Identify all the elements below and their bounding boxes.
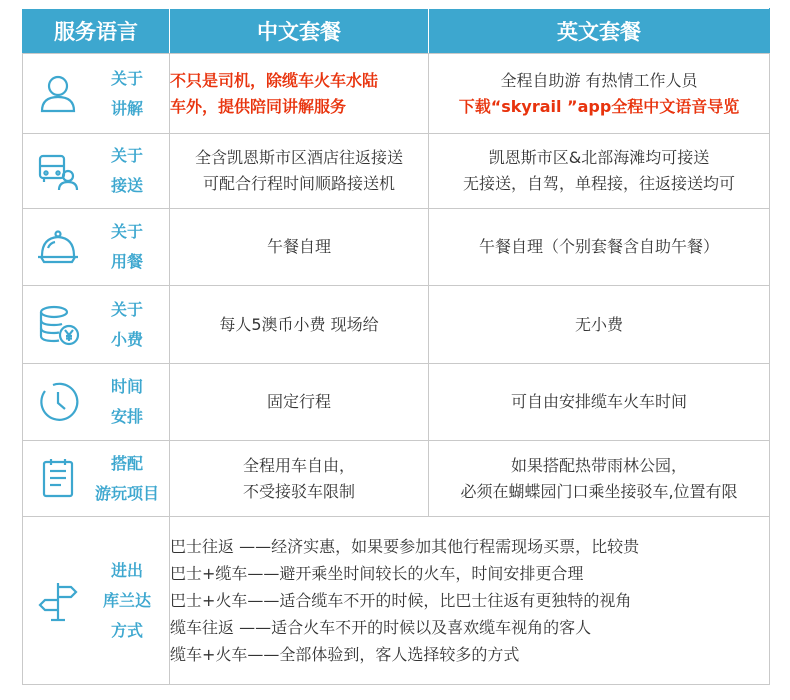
zh-line: 不受接驳车限制 [242, 481, 355, 501]
document-list-icon [35, 456, 81, 502]
en-line: 凯恩斯市区&北部海滩均可接送 [488, 148, 710, 167]
zh-line: 午餐自理 [266, 237, 331, 256]
transport-option: 缆车往返 ——适合火车不开的时候以及喜欢缆车视角的客人 [170, 618, 592, 637]
en-cell [429, 441, 770, 517]
transport-option: 巴士+火车——适合缆车不开的时候，比巴士往返有更独特的视角 [170, 591, 632, 610]
en-line: 午餐自理（个别套餐含自助午餐） [478, 237, 719, 256]
coins-yen-icon [35, 302, 81, 348]
bus-person-icon [35, 148, 81, 194]
en-line: 如果搭配热带雨林公园， [510, 455, 687, 475]
row-label-line2: 安排 [110, 407, 143, 426]
zh-line: 车外，提供陪同讲解服务 [170, 96, 347, 116]
zh-cell [170, 134, 429, 209]
zh-line: 固定行程 [266, 392, 331, 411]
transport-options-cell [170, 517, 770, 685]
row-meals [23, 209, 770, 286]
comparison-table [22, 8, 770, 685]
row-label [23, 517, 170, 685]
zh-line: 可配合行程时间顺路接送机 [202, 174, 395, 193]
en-line: 无小费 [574, 314, 623, 334]
row-label-line2: 游玩项目 [94, 483, 159, 503]
transport-option: 巴士+缆车——避开乘坐时间较长的火车，时间安排更合理 [170, 564, 584, 583]
row-label-line2: 用餐 [110, 252, 143, 271]
row-label-line2: 小费 [110, 329, 143, 349]
row-kuranda-transport [23, 517, 770, 685]
person-icon [35, 71, 81, 117]
row-label-line1: 关于 [110, 146, 143, 165]
row-label [23, 286, 170, 364]
row-schedule [23, 364, 770, 441]
food-cloche-icon [35, 224, 81, 270]
zh-line: 不只是司机，除缆车火车水陆 [170, 70, 379, 90]
row-label [23, 209, 170, 286]
en-line: 必须在蝴蝶园门口乘坐接驳车,位置有限 [460, 481, 738, 501]
row-label-line2: 接送 [110, 176, 143, 195]
zh-cell [170, 364, 429, 441]
header-chinese-package: 中文套餐 [170, 9, 429, 54]
en-cell [429, 134, 770, 209]
en-line-highlight: 下载“skyrail ”app全程中文语音导览 [458, 96, 740, 116]
row-label-line1: 关于 [110, 68, 143, 88]
row-guide [23, 54, 770, 134]
header-row [23, 9, 770, 54]
row-label-line1: 时间 [110, 377, 143, 396]
row-label-line2: 库兰达 [102, 590, 151, 610]
en-line: 可自由安排缆车火车时间 [510, 392, 687, 411]
row-label-line1: 关于 [110, 299, 143, 319]
zh-cell [170, 286, 429, 364]
signpost-icon [35, 578, 81, 624]
en-line: 全程自助游 有热情工作人员 [500, 70, 698, 90]
transport-option: 巴士往返 ——经济实惠，如果要参加其他行程需现场买票，比较贵 [170, 537, 640, 556]
zh-cell [170, 441, 429, 517]
header-english-package: 英文套餐 [429, 9, 770, 54]
zh-line: 全含凯恩斯市区酒店往返接送 [194, 148, 403, 167]
en-line: 无接送，自驾，单程接，往返接送均可 [462, 174, 735, 193]
row-label-line1: 搭配 [110, 453, 143, 473]
zh-line: 全程用车自由， [242, 455, 355, 475]
row-label [23, 364, 170, 441]
row-label-line2: 讲解 [110, 98, 143, 118]
en-cell [429, 364, 770, 441]
zh-cell [170, 54, 429, 134]
header-service-language: 服务语言 [23, 9, 170, 54]
row-label [23, 441, 170, 517]
zh-cell [170, 209, 429, 286]
row-label [23, 54, 170, 134]
transport-option: 缆车+火车——全部体验到，客人选择较多的方式 [170, 645, 520, 664]
en-cell [429, 209, 770, 286]
en-cell [429, 54, 770, 134]
row-transfer [23, 134, 770, 209]
en-cell [429, 286, 770, 364]
row-label-line1: 进出 [110, 560, 143, 580]
row-label-line1: 关于 [110, 222, 143, 241]
row-label-line3: 方式 [110, 620, 143, 640]
row-tips [23, 286, 770, 364]
row-combo-activities [23, 441, 770, 517]
clock-icon [35, 379, 81, 425]
row-label [23, 134, 170, 209]
zh-line: 每人5澳币小费 现场给 [219, 314, 379, 334]
